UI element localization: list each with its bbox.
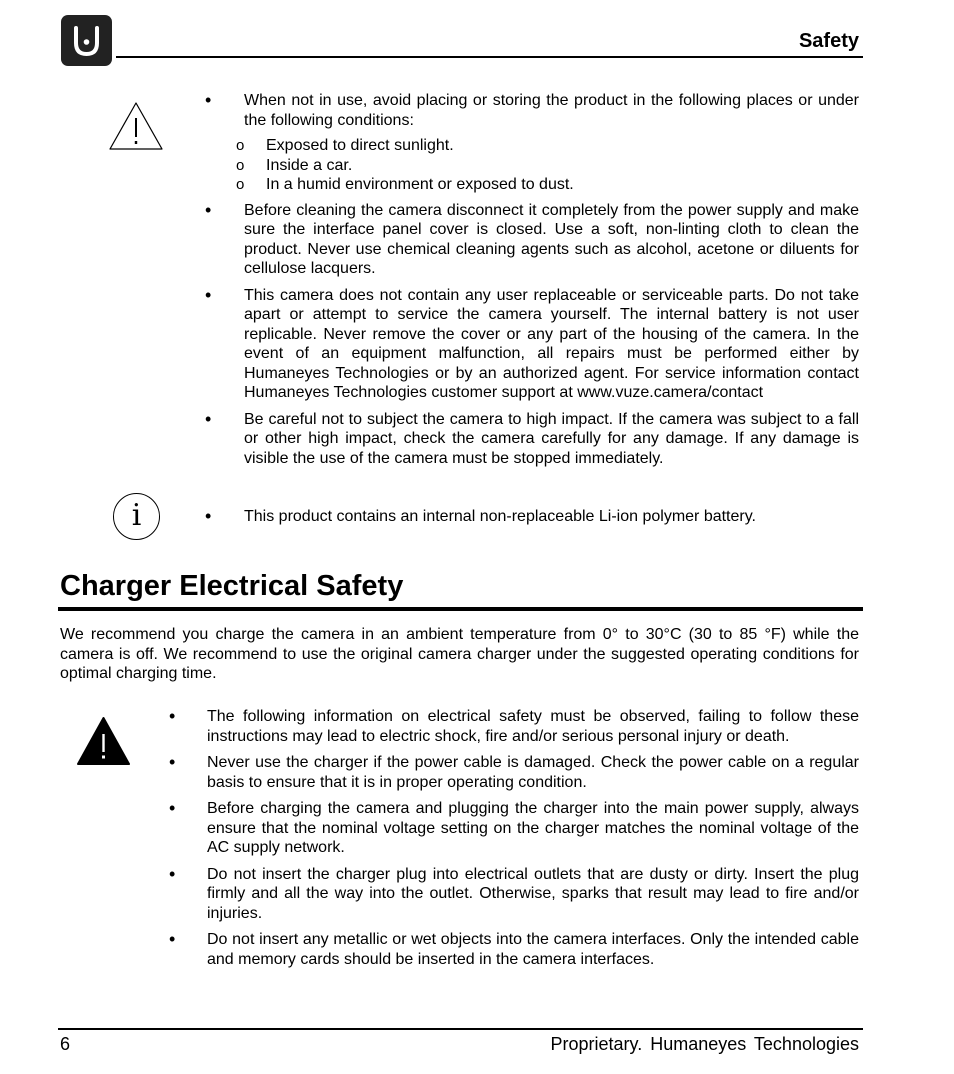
page-number: 6 xyxy=(60,1034,71,1054)
header-divider xyxy=(116,56,863,58)
battery-info-list xyxy=(244,507,859,527)
info-icon: i xyxy=(113,493,160,540)
storage-conditions-sublist xyxy=(244,136,859,195)
page-header-title: Safety xyxy=(798,30,859,52)
list-item: • The following information on electrical safety must be observed, failing to follow these instructions may lead to electric shock, fire and/or serious personal injury or death. xyxy=(207,707,859,746)
list-item: • Be careful not to subject the camera to high impact. If the camera was subject to a fall or other high impact, check the camera carefully for any damage. If any damage is visible the use of the camera must be stopped immediately. xyxy=(244,410,859,469)
footer-text: Proprietary. Humaneyes Technologies xyxy=(550,1034,859,1054)
electrical-safety-list xyxy=(207,707,859,969)
list-item: • Before cleaning the camera disconnect it completely from the power supply and make sure the interface panel cover is closed. Use a soft, non-linting cloth to clean the product. Never use chemical cleaning agents such as alcohol, acetone or diluents for cellulose lacquers. xyxy=(244,201,859,279)
list-item xyxy=(244,91,859,195)
warning-filled-icon xyxy=(77,716,130,766)
warning-outline-icon xyxy=(108,101,164,151)
sub-list-item: o In a humid environment or exposed to dust. xyxy=(244,175,859,195)
section-title: Charger Electrical Safety xyxy=(60,570,404,602)
list-item: • Do not insert the charger plug into electrical outlets that are dusty or dirty. Insert the plug firmly and all the way into the outlet. Otherwise, sparks that result may lead to fire and/or injuries. xyxy=(207,865,859,924)
list-item: • This camera does not contain any user replaceable or serviceable parts. Do not take apart or attempt to service the camera yourself. The internal battery is not user replicable. Never remove the cover or any part of the housing of the camera. In the event of an equipment malfunction, all repairs must be performed either by Humaneyes Technologies or by an authorized agent. For service information contact Humaneyes Technologies customer support at www.vuze.camera/contact xyxy=(244,286,859,403)
sub-list-item: o Exposed to direct sunlight. xyxy=(244,136,859,156)
vuze-logo xyxy=(61,15,112,66)
list-item: • This product contains an internal non-replaceable Li-ion polymer battery. xyxy=(244,507,859,527)
list-item-text: When not in use, avoid placing or storing the product in the following places or under the following conditions: xyxy=(244,92,859,129)
section-divider xyxy=(58,607,863,611)
charger-intro-paragraph: We recommend you charge the camera in an ambient temperature from 0° to 30°C (30 to 85 °F) while the camera is off. We recommend to use the original camera charger under the suggested operating conditions for optimal charging time. xyxy=(60,626,859,682)
list-item: • Never use the charger if the power cable is damaged. Check the power cable on a regular basis to ensure that it is in proper operating condition. xyxy=(207,753,859,792)
storage-care-list xyxy=(244,91,859,468)
footer-divider xyxy=(58,1028,863,1030)
sub-list-item: o Inside a car. xyxy=(244,156,859,176)
list-item: • Before charging the camera and plugging the charger into the main power supply, always ensure that the nominal voltage setting on the charger matches the nominal voltage of the AC supply network. xyxy=(207,799,859,858)
list-item: • Do not insert any metallic or wet objects into the camera interfaces. Only the intended cable and memory cards should be inserted in the camera interfaces. xyxy=(207,930,859,969)
